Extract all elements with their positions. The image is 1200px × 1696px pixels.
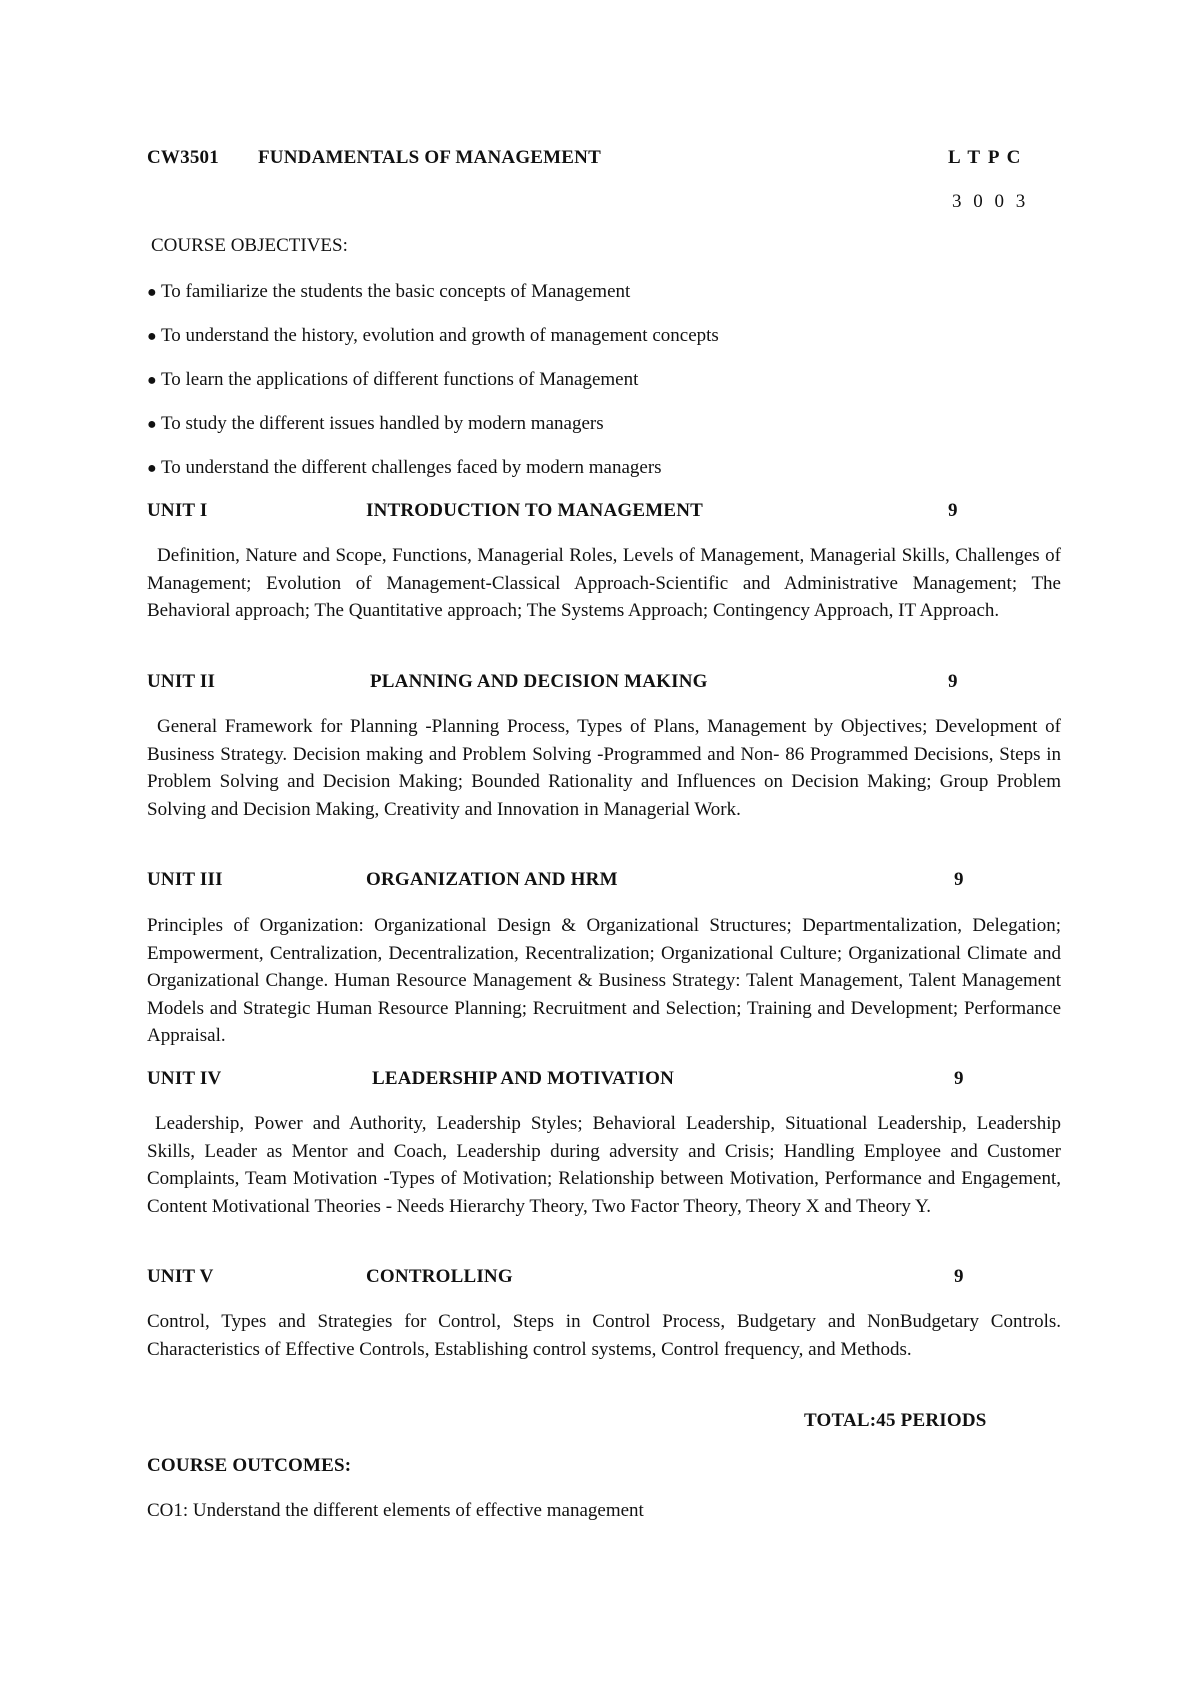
outcome-item: CO1: Understand the different elements of effective management — [147, 1500, 644, 1521]
unit-label: UNIT I — [147, 500, 208, 521]
ltpc-values: 3 0 0 3 — [952, 191, 1028, 212]
outcomes-heading: COURSE OUTCOMES: — [147, 1455, 352, 1476]
bullet-icon: ● — [147, 372, 157, 389]
unit-periods: 9 — [948, 500, 958, 521]
objective-item — [147, 322, 719, 366]
unit-content: Definition, Nature and Scope, Functions, Managerial Roles, Levels of Management, Managerial Skills, Challenges of Management; Evolution of Management-Classical Approach-Scientific and Administrative Management; The Behavioral approach; The Quantitative approach; The Systems Approach; Contingency Approach, IT Approach. — [147, 545, 1061, 621]
unit-label: UNIT IV — [147, 1068, 222, 1089]
objective-item — [147, 366, 719, 410]
unit-label: UNIT V — [147, 1266, 214, 1287]
bullet-icon: ● — [147, 284, 157, 301]
unit-periods: 9 — [954, 869, 964, 890]
unit-periods: 9 — [954, 1266, 964, 1287]
objective-text: To understand the different challenges faced by modern managers — [161, 457, 662, 478]
objective-item — [147, 410, 719, 454]
unit-title: INTRODUCTION TO MANAGEMENT — [366, 500, 704, 521]
unit-title: CONTROLLING — [366, 1266, 513, 1287]
objectives-list — [147, 278, 719, 498]
objective-text: To learn the applications of different functions of Management — [161, 369, 639, 390]
unit-title: LEADERSHIP AND MOTIVATION — [372, 1068, 675, 1089]
objective-item — [147, 454, 719, 498]
ltpc-label: L T P C — [948, 147, 1021, 168]
unit-label: UNIT III — [147, 869, 223, 890]
unit-content: Control, Types and Strategies for Control, Steps in Control Process, Budgetary and NonBudgetary Controls. Characteristics of Effective Controls, Establishing control systems, Control frequency, and Methods. — [147, 1311, 1061, 1360]
unit-title: ORGANIZATION AND HRM — [366, 869, 618, 890]
course-title: FUNDAMENTALS OF MANAGEMENT — [258, 147, 601, 168]
unit-content: Principles of Organization: Organizational Design & Organizational Structures; Departmentalization, Delegation; Empowerment, Centralization, Decentralization, Recentralization; Organizational Culture; Organizational Climate and Organizational Change. Human Resource Management & Business Strategy: Talent Management, Talent Management Models and Strategic Human Resource Planning; Recruitment and Selection; Training and Development; Performance Appraisal. — [147, 915, 1061, 1046]
unit-content: Leadership, Power and Authority, Leadership Styles; Behavioral Leadership, Situational Leadership, Leadership Skills, Leader as Mentor and Coach, Leadership during adversity and Crisis; Handling Employee and Customer Complaints, Team Motivation -Types of Motivation; Relationship between Motivation, Performance and Engagement, Content Motivational Theories - Needs Hierarchy Theory, Two Factor Theory, Theory X and Theory Y. — [147, 1113, 1061, 1217]
objective-text: To understand the history, evolution and growth of management concepts — [161, 325, 719, 346]
unit-content: General Framework for Planning -Planning Process, Types of Plans, Management by Objectives; Development of Business Strategy. Decision making and Problem Solving -Programmed and Non- 86 Programmed Decisions, Steps in Problem Solving and Decision Making; Bounded Rationality and Influences on Decision Making; Group Problem Solving and Decision Making, Creativity and Innovation in Managerial Work. — [147, 716, 1061, 820]
bullet-icon: ● — [147, 416, 157, 433]
unit-periods: 9 — [954, 1068, 964, 1089]
objective-text: To study the different issues handled by modern managers — [161, 413, 604, 434]
unit-periods: 9 — [948, 671, 958, 692]
bullet-icon: ● — [147, 460, 157, 477]
bullet-icon: ● — [147, 328, 157, 345]
objective-item — [147, 278, 719, 322]
objectives-heading: COURSE OBJECTIVES: — [151, 235, 348, 256]
course-code: CW3501 — [147, 147, 219, 168]
total-periods: TOTAL:45 PERIODS — [804, 1410, 987, 1431]
unit-label: UNIT II — [147, 671, 216, 692]
unit-title: PLANNING AND DECISION MAKING — [370, 671, 708, 692]
objective-text: To familiarize the students the basic concepts of Management — [161, 281, 631, 302]
